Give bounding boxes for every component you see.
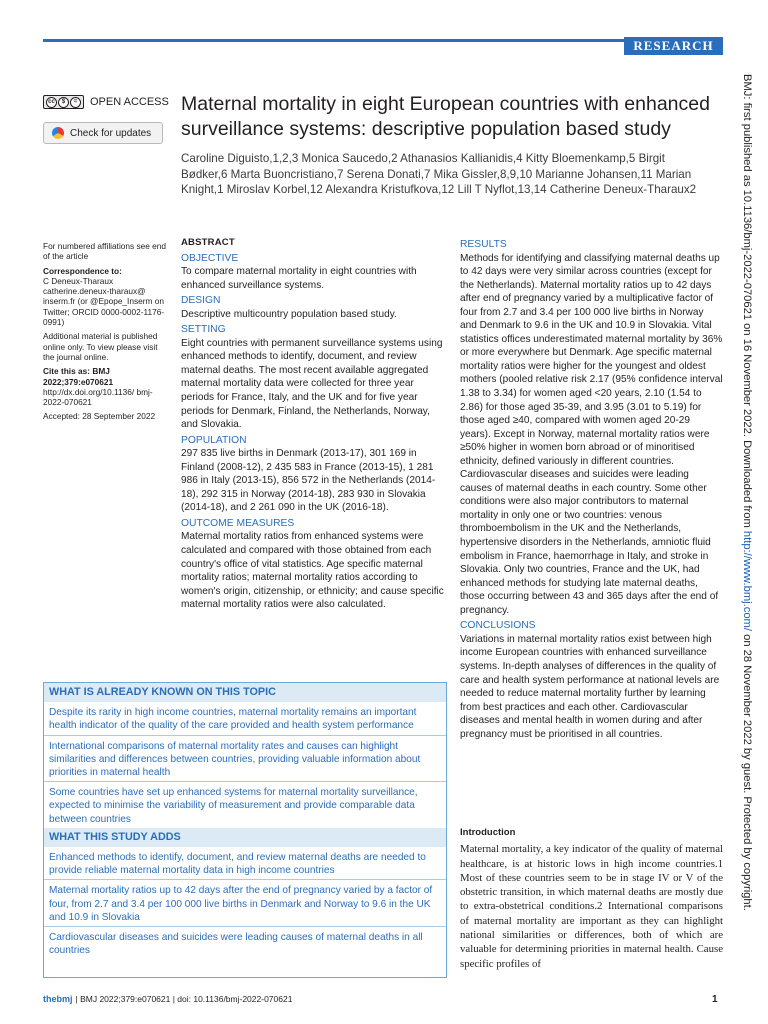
correspondence-label: Correspondence to: — [43, 265, 122, 276]
results-text: Methods for identifying and classifying maternal deaths up to 42 days were very similar across countries (except for the Netherlands). Maternal mortality ratios up to 42 days after end of pregnancy varied by a multiplicative factor of four from 2.7 and 3.4 per 100 000 live births in Norway and Denmark to 9.6 in the UK and 10.9 in Slovakia. Vital statistics offices underestimated maternal mortality by 36% or more everywhere but Denmark. Age specific maternal mortality ratios were higher for the youngest and oldest mothers (pooled relative risk 2.17 (95% confidence interval 1.38 to 3.34) for women aged <20 years, 2.10 (1.54 to 2.86) for those aged 35-39, and 3.95 (3.01 to 5.19) for those aged ≥40, compared with women aged 20-29 years). Except in Norway, maternal mortality ratios were ≥50% higher in women born abroad or of minoritised ethnicity, defined variously in different countries. Cardiovascular diseases and suicides were leading causes of maternal deaths in each country. Some other conditions were also major contributors to maternal mortality in only one or two countries: venous thromboembolism in the UK and the Netherlands, hypertensive disorders in the Netherlands, amniotic fluid embolism in France, haemorrhage in Italy, and stroke in Slovakia. Only two countries, France and the UK, had enhanced methods for studying late maternal deaths, those occurring between 43 and 365 days after the end of pregnancy. — [460, 252, 723, 616]
correspondence-text[interactable]: C Deneux-Tharaux catherine.deneux-tharaux@ inserm.fr (or @Epope_Inserm on Twitter; ORCID 0000-0002-1176-0991) — [43, 275, 165, 328]
side-banner-prefix: BMJ: first published as 10.1136/bmj-2022-070621 on 16 November 2022. Downloaded from — [741, 74, 753, 531]
known-item: Despite its rarity in high income countries, maternal mortality remains an important health indicator of the quality of the care provided and health system performance — [44, 702, 446, 735]
design-heading: DESIGN — [181, 295, 221, 307]
creative-commons-icon: cc $ = — [43, 95, 84, 109]
article-sidebar — [43, 241, 171, 426]
bmj-site-link[interactable]: http://www.bmj.com/ — [741, 530, 753, 631]
introduction-text: Maternal mortality, a key indicator of the quality of maternal healthcare, is at historic lows in high income countries.1 Most of these countries seem to be in stage IV or V of the obstetric transition, in which maternal deaths are mostly due to extra-obstetrical conditions.2 International comparisons of maternal mortality are important as they can highlight national similarities or differences, both of which are valuable for determining priorities in maternal health. Cause specific profiles of — [460, 843, 723, 970]
population-heading: POPULATION — [181, 434, 247, 446]
known-heading: WHAT IS ALREADY KNOWN ON THIS TOPIC — [44, 683, 446, 702]
page-footer — [43, 994, 292, 1004]
page-number: 1 — [712, 994, 718, 1005]
header-rule — [43, 39, 723, 42]
introduction-heading: Introduction — [460, 827, 516, 838]
outcome-heading: OUTCOME MEASURES — [181, 517, 295, 529]
author-list: Caroline Diguisto,1,2,3 Monica Saucedo,2 Athanasios Kallianidis,4 Kitty Bloemenkamp,5 Birgit Bødker,6 Marta Buoncristiano,7 Serena Donati,7 Mika Gissler,8,9,10 Marianne Johansen,11 Marian Knight,1 Miroslav Korbel,12 Alexandra Kristufkova,12 Lill T Nyflot,13,14 Catherine Deneux-Tharaux2 — [181, 152, 697, 196]
cite-label: Cite this as: BMJ 2022;379:e070621 — [43, 366, 114, 387]
affiliations-note: For numbered affiliations see end of the article — [43, 241, 166, 262]
check-updates-label: Check for updates — [70, 127, 152, 139]
section-tab: RESEARCH — [624, 37, 723, 55]
population-text: 297 835 live births in Denmark (2013-17), 301 169 in Finland (2008-12), 2 435 583 in France (2013-15), 1 281 986 in Italy (2013-15), 856 572 in the Netherlands (2014-18), 292 315 in Norway (2014-18), 283 930 in Slovakia (2014-18), and 2 261 090 in the UK (2016-18). — [181, 448, 436, 514]
adds-heading: WHAT THIS STUDY ADDS — [44, 828, 446, 847]
doi-link[interactable]: http://dx.doi.org/10.1136/ bmj-2022-070621 — [43, 386, 153, 408]
abstract-heading: ABSTRACT — [181, 237, 235, 248]
abstract-column-left — [181, 236, 447, 612]
introduction-section — [460, 826, 723, 971]
design-text: Descriptive multicountry population based study. — [181, 308, 397, 320]
side-banner-suffix: on 28 November 2022 by guest. Protected by copyright. — [741, 630, 753, 911]
additional-material-note: Additional material is published online only. To view please visit the journal online. — [43, 331, 158, 362]
footer-citation: | BMJ 2022;379:e070621 | doi: 10.1136/bmj-2022-070621 — [75, 994, 293, 1004]
adds-item: Enhanced methods to identify, document, and review maternal deaths are needed to provide reliable maternal mortality data in high income countries — [44, 847, 446, 880]
objective-heading: OBJECTIVE — [181, 252, 239, 264]
adds-item: Maternal mortality ratios up to 42 days after the end of pregnancy varied by a factor of four, from 2.7 and 3.4 per 100 000 live births in Denmark and Norway to 9.6 in the UK and 10.9 in Slovakia — [44, 880, 446, 927]
summary-box — [43, 682, 447, 978]
setting-text: Eight countries with permanent surveillance systems using enhanced methods to identify, document, and review maternal deaths. The most recent available aggregated maternal mortality data were collected for three year periods for France, Italy, and the UK and for five year periods for Denmark, Finland, the Netherlands, Norway, and Slovakia. — [181, 337, 443, 431]
known-item: Some countries have set up enhanced systems for maternal mortality surveillance, expected to minimise the variability of measurement and provide comparable data between countries — [49, 787, 418, 825]
outcome-text: Maternal mortality ratios from enhanced systems were calculated and compared with those obtained from each country's office of vital statistics. Age specific maternal mortality ratios; maternal mortality ratios according to women's origin, citizenship, or ethnicity; and cause specific maternal mortality ratios were also calculated. — [181, 531, 444, 611]
known-item: International comparisons of maternal mortality rates and causes can highlight similarities and differences between countries, providing valuable information about priorities in maternal health — [44, 736, 446, 783]
accepted-date: Accepted: 28 September 2022 — [43, 411, 156, 422]
abstract-column-right — [460, 236, 723, 741]
bmj-logo: thebmj — [43, 994, 73, 1004]
article-title: Maternal mortality in eight European countries with enhanced surveillance systems: descriptive population based study — [181, 93, 710, 140]
check-updates-button[interactable] — [43, 122, 163, 144]
adds-item: Cardiovascular diseases and suicides were leading causes of maternal deaths in all countries — [49, 932, 423, 957]
crossmark-icon — [52, 127, 64, 139]
copyright-side-banner — [737, 74, 757, 954]
conclusions-text: Variations in maternal mortality ratios exist between high income European countries with enhanced surveillance systems. In-depth analyses of differences in the quality of care and health system performance at national levels are needed to reduce maternal mortality further by learning from best practices and each other. Cardiovascular diseases and mental health in women during and after pregnancy must be prioritised in all countries. — [460, 633, 720, 740]
open-access-text: OPEN ACCESS — [90, 96, 169, 108]
conclusions-heading: CONCLUSIONS — [460, 620, 536, 632]
setting-heading: SETTING — [181, 324, 226, 336]
objective-text: To compare maternal mortality in eight countries with enhanced surveillance systems. — [181, 266, 417, 291]
open-access-label — [43, 95, 169, 109]
results-heading: RESULTS — [460, 239, 507, 250]
